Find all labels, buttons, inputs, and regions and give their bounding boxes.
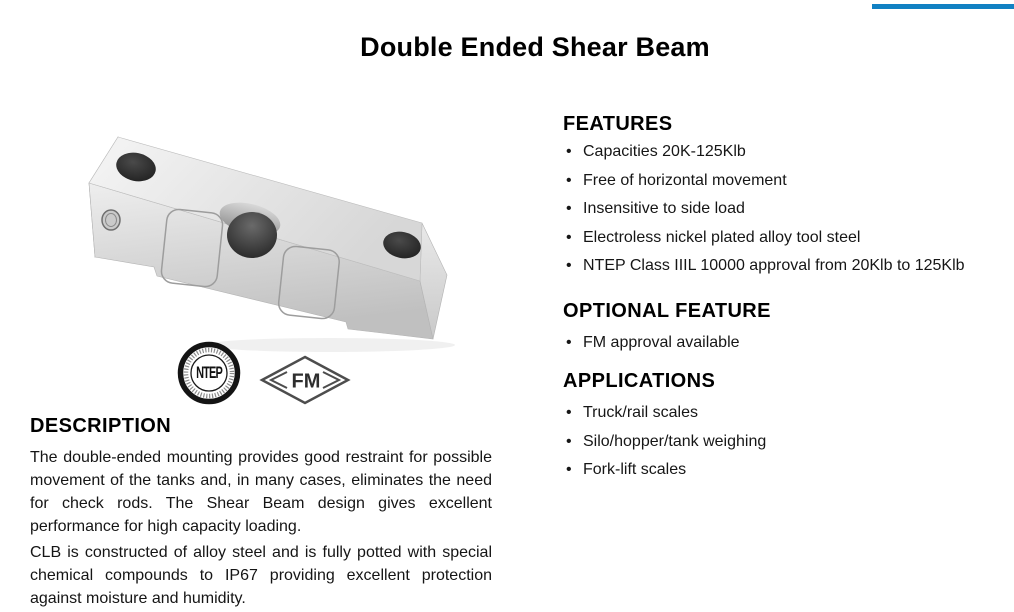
ntep-seal-label: NTEP: [196, 362, 222, 382]
bullet-item: • Fork-lift scales: [563, 456, 1014, 485]
bullet-item: • FM approval available: [563, 329, 1014, 358]
bullet-item: • Silo/hopper/tank weighing: [563, 428, 1014, 457]
page-title: Double Ended Shear Beam: [360, 32, 710, 62]
applications-list: [563, 399, 1014, 485]
description-paragraph: The double-ended mounting provides good restraint for possible movement of the tanks and, in many cases, eliminates the need for check rods. The Shear Beam design gives excellent performance for high capacity loading.: [30, 449, 492, 535]
bullet-item: • Electroless nickel plated alloy tool steel: [563, 224, 1014, 253]
fm-diamond-label: FM: [291, 370, 321, 393]
bullet-item: • Truck/rail scales: [563, 399, 1014, 428]
bullet-item: • Insensitive to side load: [563, 195, 1014, 224]
fm-diamond-icon: [262, 357, 348, 403]
product-photo: [70, 123, 470, 353]
ntep-stamp-icon: [102, 210, 120, 230]
bullet-item: • Free of horizontal movement: [563, 167, 1014, 196]
load-cell-illustration: [89, 137, 455, 352]
certification-badges: [165, 338, 365, 408]
applications-heading: APPLICATIONS: [563, 370, 716, 392]
optional-feature-heading: OPTIONAL FEATURE: [563, 300, 771, 322]
optional-feature-list: [563, 329, 1014, 358]
bullet-item: • NTEP Class IIIL 10000 approval from 20Klb to 125Klb: [563, 252, 1014, 281]
bullet-item: • Capacities 20K-125Klb: [563, 138, 1014, 167]
features-heading: FEATURES: [563, 113, 673, 135]
ntep-seal-icon: [181, 345, 238, 402]
description-heading: DESCRIPTION: [30, 415, 172, 437]
features-list: [563, 138, 1014, 281]
description-paragraph: CLB is constructed of alloy steel and is fully potted with special chemical compounds to IP67 providing excellent protection against moisture and humidity.: [30, 544, 492, 607]
accent-bar: [872, 4, 1014, 9]
